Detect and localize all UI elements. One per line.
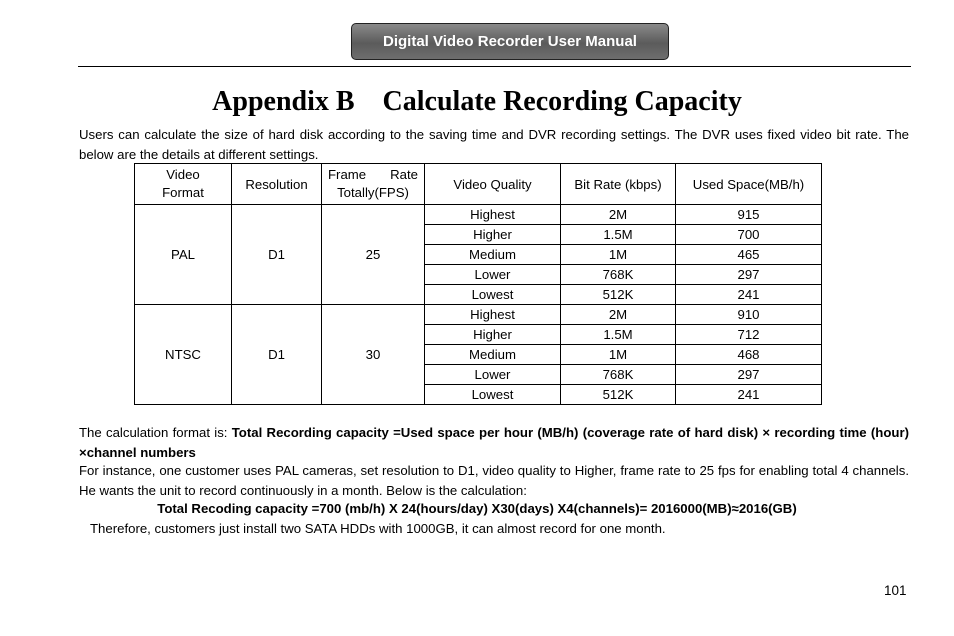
table-body bbox=[135, 205, 822, 405]
header-bit-rate: Bit Rate (kbps) bbox=[561, 164, 676, 205]
header-frame-rate-line1 bbox=[328, 166, 418, 184]
cell-video-quality: Highest bbox=[425, 305, 561, 325]
page-title: Appendix B Calculate Recording Capacity bbox=[212, 86, 742, 117]
cell-used-space: 915 bbox=[676, 205, 822, 225]
cell-used-space: 465 bbox=[676, 245, 822, 265]
cell-used-space: 297 bbox=[676, 265, 822, 285]
cell-bit-rate: 1M bbox=[561, 345, 676, 365]
table-row bbox=[135, 205, 822, 225]
cell-video-quality: Lowest bbox=[425, 285, 561, 305]
cell-used-space: 700 bbox=[676, 225, 822, 245]
cell-resolution: D1 bbox=[232, 305, 322, 405]
header-frame-word: Frame bbox=[328, 167, 367, 182]
header-resolution: Resolution bbox=[232, 164, 322, 205]
calc-formula: Total Recording capacity =Used space per hour (MB/h) (coverage rate of hard disk) × recording time (hour) ×channel numbers bbox=[79, 425, 909, 460]
cell-video-quality: Higher bbox=[425, 225, 561, 245]
cell-video-quality: Highest bbox=[425, 205, 561, 225]
cell-used-space: 241 bbox=[676, 385, 822, 405]
cell-video-format: NTSC bbox=[135, 305, 232, 405]
cell-bit-rate: 2M bbox=[561, 305, 676, 325]
header-video-format-line2: Format bbox=[162, 185, 204, 200]
cell-frame-rate: 25 bbox=[322, 205, 425, 305]
cell-video-quality: Lower bbox=[425, 265, 561, 285]
cell-bit-rate: 768K bbox=[561, 265, 676, 285]
header-video-quality: Video Quality bbox=[425, 164, 561, 205]
capacity-formula: Total Recoding capacity =700 (mb/h) X 24(hours/day) X30(days) X4(channels)= 2016000(MB)≈2016(GB) bbox=[157, 501, 797, 516]
cell-bit-rate: 1.5M bbox=[561, 325, 676, 345]
header-video-format-line1: Video bbox=[166, 167, 200, 182]
cell-resolution: D1 bbox=[232, 205, 322, 305]
table-row bbox=[135, 305, 822, 325]
intro-paragraph: Users can calculate the size of hard disk according to the saving time and DVR recording settings. The DVR uses fixed video bit rate. The below are the details at different settings. bbox=[79, 127, 909, 162]
page-number: 101 bbox=[884, 583, 907, 598]
cell-video-quality: Medium bbox=[425, 245, 561, 265]
calc-prefix: The calculation format is: bbox=[79, 425, 232, 440]
cell-video-quality: Lower bbox=[425, 365, 561, 385]
cell-bit-rate: 768K bbox=[561, 365, 676, 385]
cell-used-space: 712 bbox=[676, 325, 822, 345]
cell-bit-rate: 1M bbox=[561, 245, 676, 265]
cell-video-quality: Medium bbox=[425, 345, 561, 365]
manual-title-badge: Digital Video Recorder User Manual bbox=[351, 23, 669, 60]
calculation-format-paragraph bbox=[79, 423, 909, 462]
cell-used-space: 468 bbox=[676, 345, 822, 365]
cell-used-space: 910 bbox=[676, 305, 822, 325]
cell-bit-rate: 1.5M bbox=[561, 225, 676, 245]
cell-video-quality: Lowest bbox=[425, 385, 561, 405]
header-frame-rate-line2: Totally(FPS) bbox=[337, 185, 409, 200]
cell-used-space: 297 bbox=[676, 365, 822, 385]
header-video-format bbox=[135, 164, 232, 205]
example-paragraph: For instance, one customer uses PAL cameras, set resolution to D1, video quality to Higher, frame rate to 25 fps for enabling total 4 channels. He wants the unit to record continuously in a month. Below is the calculation: bbox=[79, 463, 909, 498]
table-header-row bbox=[135, 164, 822, 205]
recording-capacity-table bbox=[134, 163, 822, 405]
cell-frame-rate: 30 bbox=[322, 305, 425, 405]
cell-bit-rate: 512K bbox=[561, 285, 676, 305]
cell-video-quality: Higher bbox=[425, 325, 561, 345]
header-frame-rate bbox=[322, 164, 425, 205]
cell-bit-rate: 512K bbox=[561, 385, 676, 405]
cell-video-format: PAL bbox=[135, 205, 232, 305]
header-divider bbox=[78, 66, 911, 67]
cell-used-space: 241 bbox=[676, 285, 822, 305]
header-rate-word: Rate bbox=[390, 167, 418, 182]
cell-bit-rate: 2M bbox=[561, 205, 676, 225]
header-used-space: Used Space(MB/h) bbox=[676, 164, 822, 205]
conclusion-text: Therefore, customers just install two SATA HDDs with 1000GB, it can almost record for one month. bbox=[90, 521, 666, 536]
